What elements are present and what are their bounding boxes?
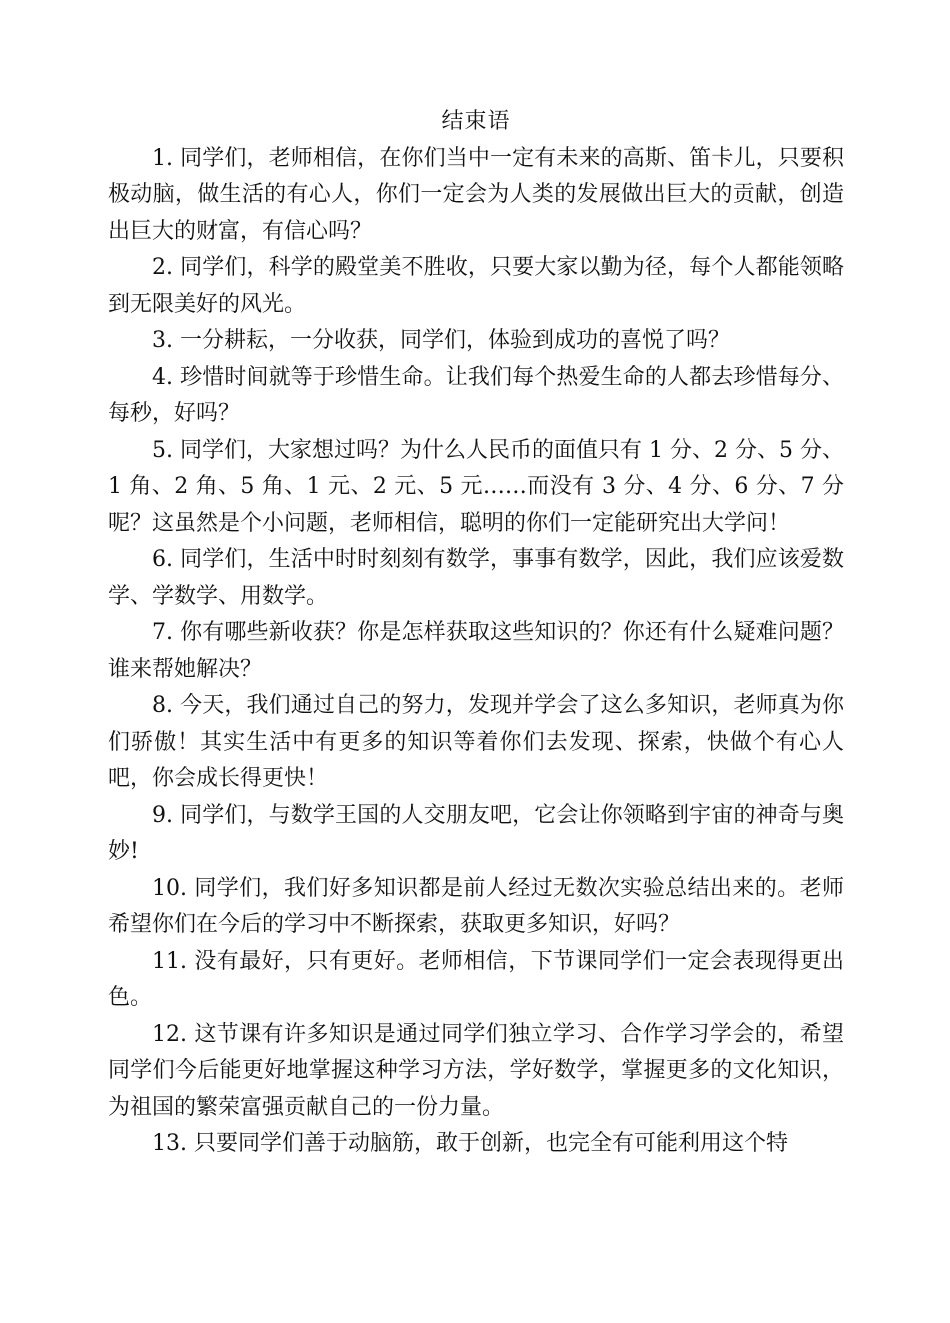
document-page	[108, 104, 844, 1163]
paragraph-12: 12. 这节课有许多知识是通过同学们独立学习、合作学习学会的，希望同学们今后能更好地掌握这种学习方法，学好数学，掌握更多的文化知识，为祖国的繁荣富强贡献自己的一份力量。	[108, 1021, 844, 1120]
document-title: 结束语	[441, 109, 511, 134]
paragraph-11: 11. 没有最好，只有更好。老师相信，下节课同学们一定会表现得更出色。	[108, 948, 844, 1010]
paragraph-8: 8. 今天，我们通过自己的努力，发现并学会了这么多知识，老师真为你们骄傲！其实生活中有更多的知识等着你们去发现、探索，快做个有心人吧，你会成长得更快！	[108, 693, 844, 791]
paragraph-9: 9. 同学们，与数学王国的人交朋友吧，它会让你领略到宇宙的神奇与奥妙!	[108, 802, 844, 864]
paragraph-7: 7. 你有哪些新收获？你是怎样获取这些知识的？你还有什么疑难问题？谁来帮她解决？	[108, 620, 844, 682]
paragraph-4: 4. 珍惜时间就等于珍惜生命。让我们每个热爱生命的人都去珍惜每分、每秒，好吗？	[108, 364, 844, 426]
paragraph-10: 10. 同学们，我们好多知识都是前人经过无数次实验总结出来的。老师希望你们在今后的学习中不断探索，获取更多知识，好吗？	[108, 875, 844, 937]
paragraph-2: 2. 同学们，科学的殿堂美不胜收，只要大家以勤为径，每个人都能领略到无限美好的风光。	[108, 255, 844, 317]
paragraph-3: 3. 一分耕耘，一分收获，同学们，体验到成功的喜悦了吗？	[152, 328, 730, 353]
paragraph-1: 1. 同学们，老师相信，在你们当中一定有未来的高斯、笛卡儿，只要积极动脑，做生活的有心人，你们一定会为人类的发展做出巨大的贡献，创造出巨大的财富，有信心吗？	[108, 145, 844, 244]
paragraph-6: 6. 同学们，生活中时时刻刻有数学，事事有数学，因此，我们应该爱数学、学数学、用数学。	[108, 547, 844, 609]
paragraph-5: 5. 同学们，大家想过吗？为什么人民币的面值只有 1 分、2 分、5 分、1 角、2 角、5 角、1 元、2 元、5 元……而没有 3 分、4 分、6 分、7 分呢？这虽然是个小问题，老师相信，聪明的你们一定能研究出大学问！	[108, 437, 844, 536]
paragraph-13: 13. 只要同学们善于动脑筋，敢于创新，也完全有可能利用这个特	[152, 1131, 788, 1156]
